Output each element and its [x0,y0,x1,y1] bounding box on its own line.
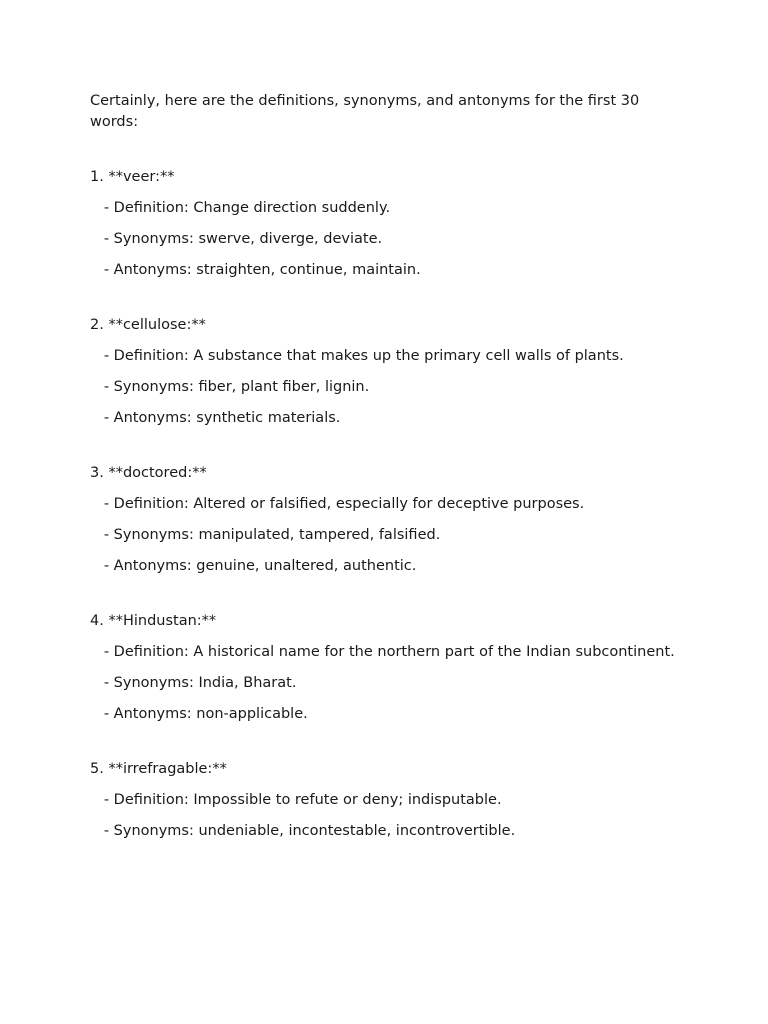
intro-paragraph: Certainly, here are the definitions, synonyms, and antonyms for the first 30 words: [90,93,640,130]
entry-antonyms: - Antonyms: synthetic materials. [90,410,341,426]
entry-synonyms: - Synonyms: undeniable, incontestable, incontrovertible. [90,823,516,839]
entry-title: 2. **cellulose:** [90,317,206,333]
entry-4 [90,611,680,725]
document-page [90,91,680,842]
entry-3 [90,463,680,577]
entry-5 [90,759,680,842]
entry-definition: - Definition: Impossible to refute or deny; indisputable. [90,792,502,808]
entry-definition: - Definition: Altered or falsified, especially for deceptive purposes. [90,496,585,512]
entry-synonyms: - Synonyms: fiber, plant fiber, lignin. [90,379,370,395]
entry-synonyms: - Synonyms: swerve, diverge, deviate. [90,231,383,247]
entry-synonyms: - Synonyms: India, Bharat. [90,675,297,691]
entry-title: 3. **doctored:** [90,465,207,481]
entry-title: 1. **veer:** [90,169,175,185]
entry-antonyms: - Antonyms: non-applicable. [90,706,308,722]
entry-title: 5. **irrefragable:** [90,761,227,777]
entry-antonyms: - Antonyms: straighten, continue, maintain. [90,262,421,278]
entry-definition: - Definition: Change direction suddenly. [90,200,391,216]
entry-title: 4. **Hindustan:** [90,613,217,629]
entry-1 [90,167,680,281]
entry-definition: - Definition: A substance that makes up the primary cell walls of plants. [90,348,624,364]
entry-synonyms: - Synonyms: manipulated, tampered, falsified. [90,527,441,543]
entry-antonyms: - Antonyms: genuine, unaltered, authentic. [90,558,417,574]
entry-2 [90,315,680,429]
entry-definition: - Definition: A historical name for the northern part of the Indian subcontinent. [90,644,675,660]
